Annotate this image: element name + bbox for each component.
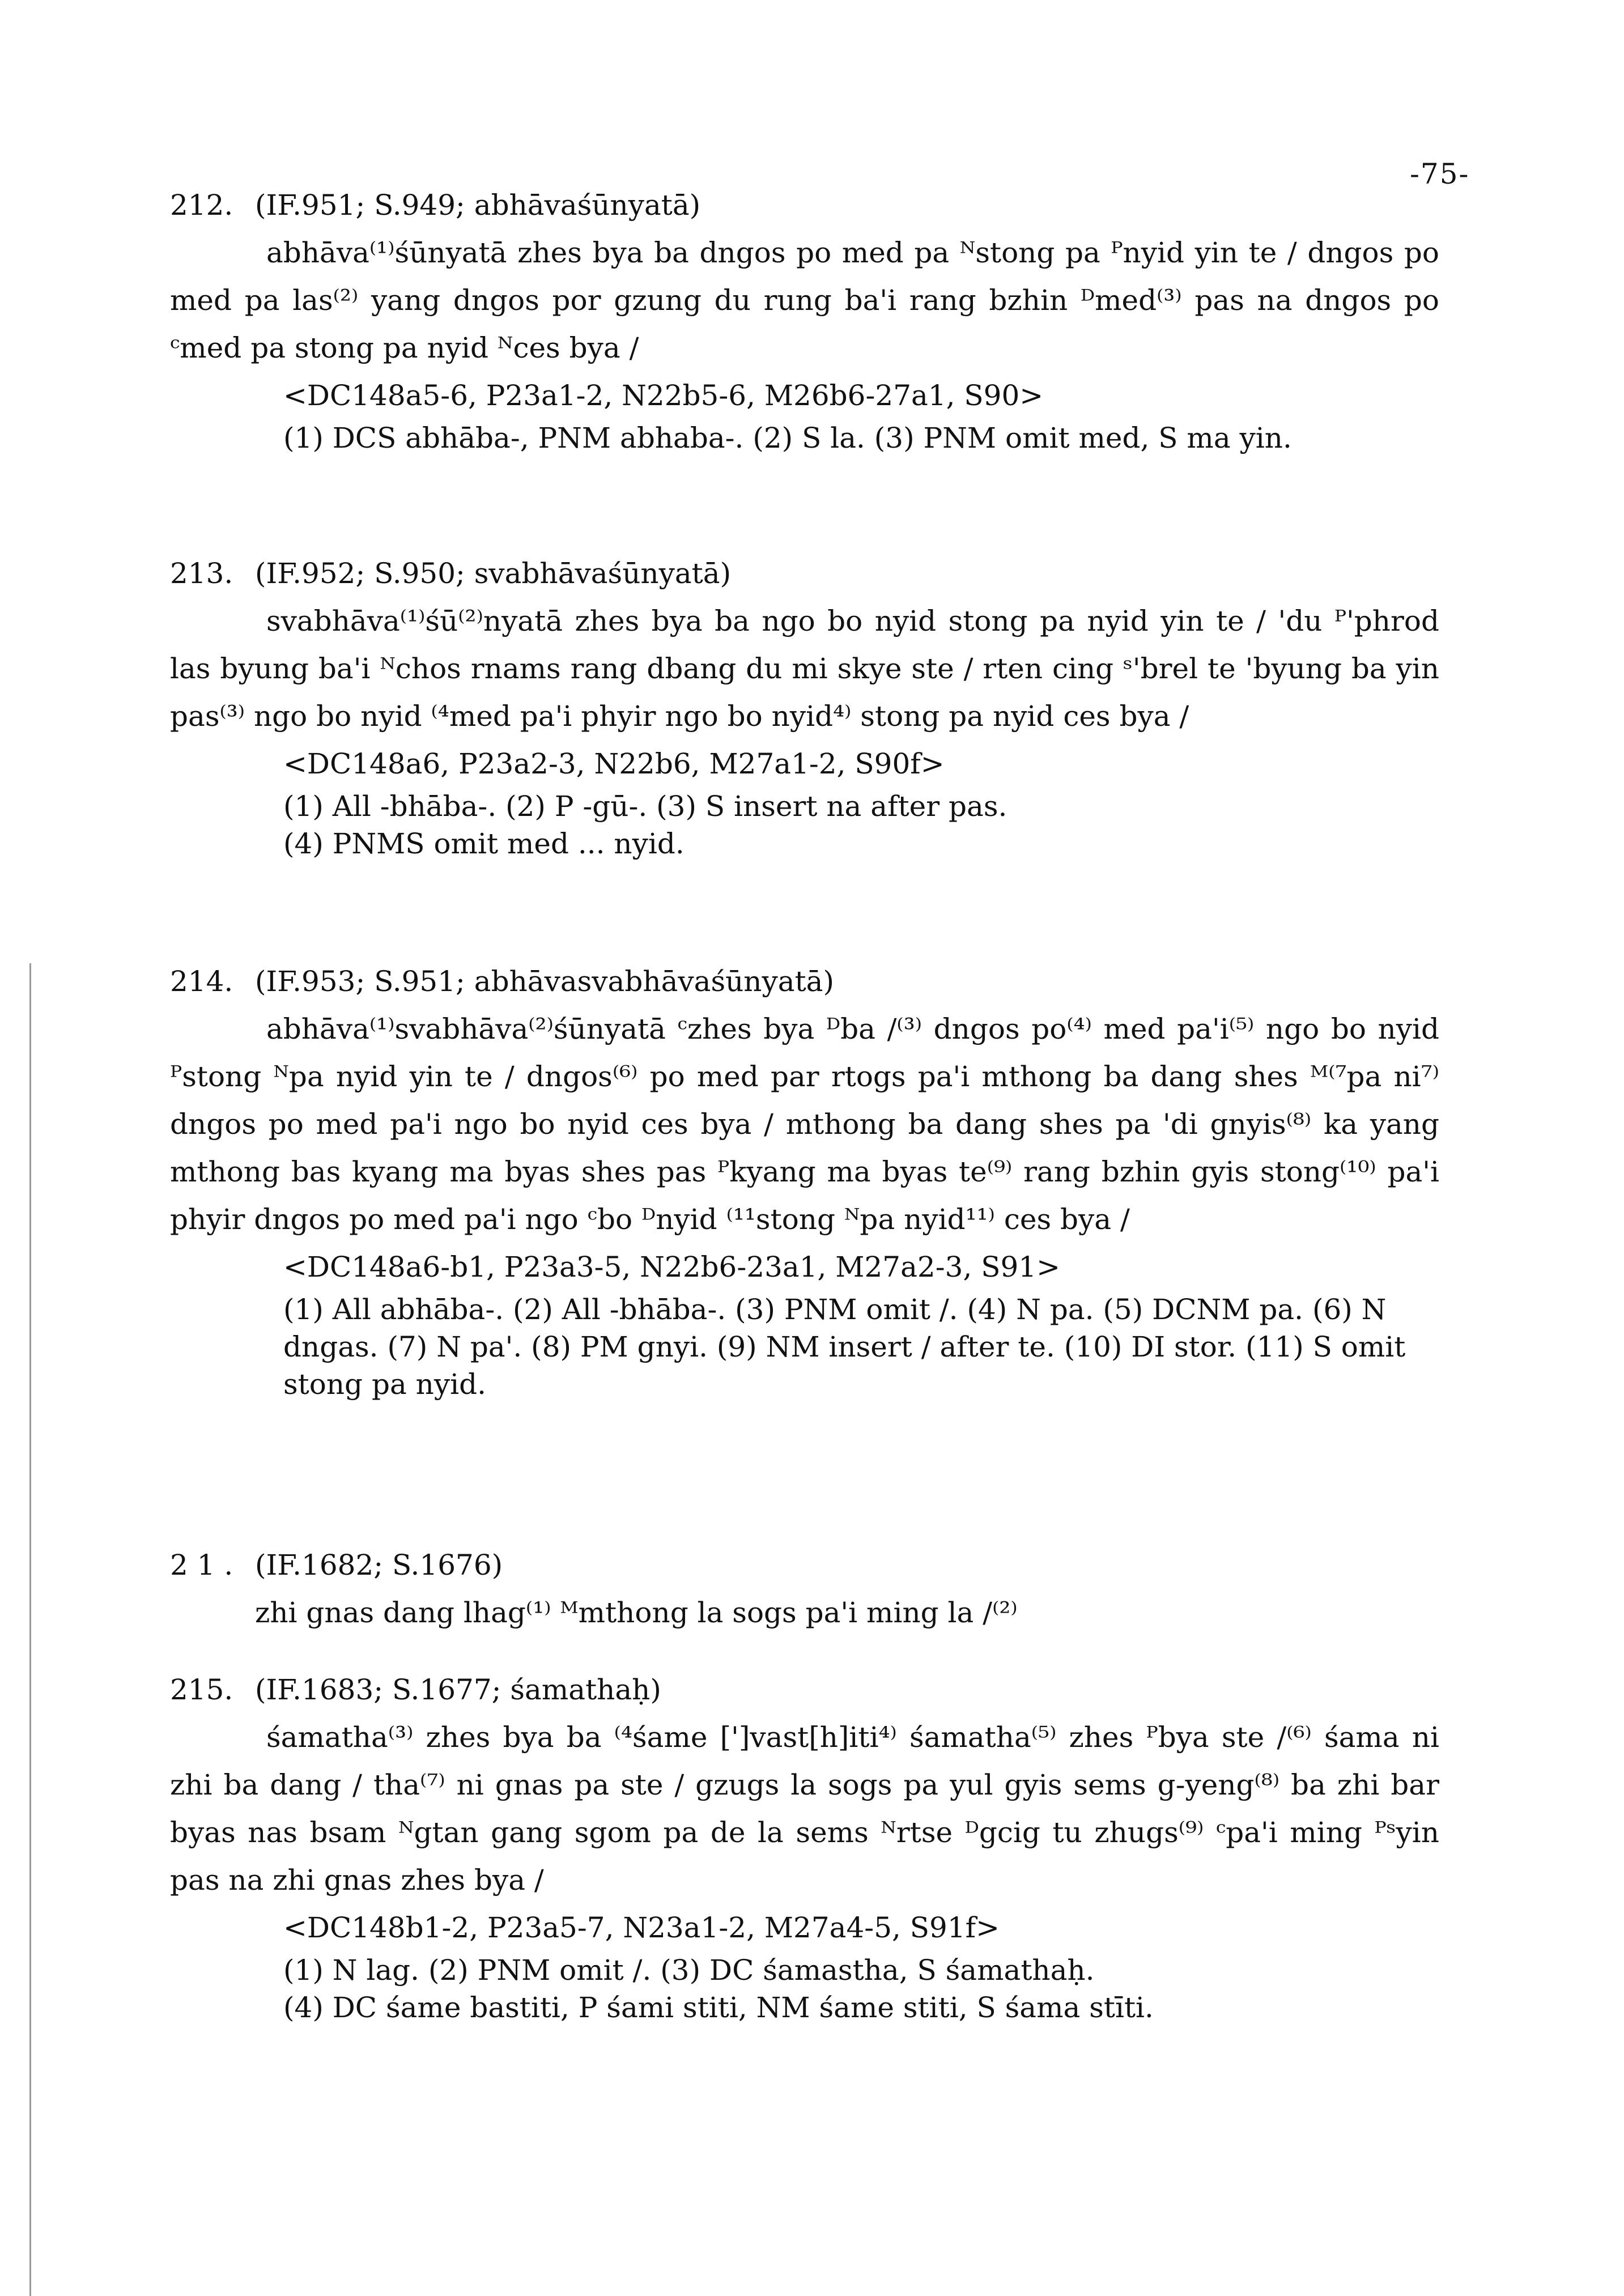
entry-reference: (IF.953; S.951; abhāvasvabhāvaśūnyatā)	[255, 965, 834, 998]
entry-notes: (1) All abhāba-. (2) All -bhāba-. (3) PNM omit /. (4) N pa. (5) DCNM pa. (6) N dngas. (7) N pa'. (8) PM gnyi. (9) NM insert / after te. (10) DI stor. (11) S omit stong pa nyid.	[283, 1293, 1406, 1401]
entry-number: 213.	[170, 557, 233, 590]
entry-sources: <DC148b1-2, P23a5-7, N23a1-2, M27a4-5, S91f>	[283, 1911, 1000, 1944]
entry-sources: <DC148a6, P23a2-3, N22b6, M27a1-2, S90f>	[283, 747, 945, 780]
entry-notes: (1) All -bhāba-. (2) P -gū-. (3) S insert na after pas. (4) PNMS omit med ... nyid.	[283, 790, 1007, 860]
entry-sources: <DC148a6-b1, P23a3-5, N22b6-23a1, M27a2-3, S91>	[283, 1251, 1060, 1283]
entry-header	[170, 958, 1439, 1005]
entry-214	[170, 958, 1439, 1403]
entry-body: svabhāva⁽¹⁾śū⁽²⁾nyatā zhes bya ba ngo bo nyid stong pa nyid yin te / 'du ᴾ'phrod las byung ba'i ᴺchos rnams rang dbang du mi skye ste / rten cing ˢ'brel te 'byung ba yin pas⁽³⁾ ngo bo nyid ⁽⁴med pa'i phyir ngo bo nyid⁴⁾ stong pa nyid ces bya /	[170, 605, 1439, 733]
entry-215	[170, 1666, 1439, 2026]
entry-header	[170, 1541, 1439, 1589]
entry-body: abhāva⁽¹⁾śūnyatā zhes bya ba dngos po med pa ᴺstong pa ᴾnyid yin te / dngos po med pa las⁽²⁾ yang dngos por gzung du rung ba'i rang bzhin ᴰmed⁽³⁾ pas na dngos po ᶜmed pa stong pa nyid ᴺces bya /	[170, 236, 1439, 364]
entry-header	[170, 1666, 1439, 1714]
entry-notes: (1) DCS abhāba-, PNM abhaba-. (2) S la. (3) PNM omit med, S ma yin.	[283, 422, 1292, 454]
entry-reference: (IF.1683; S.1677; śamathaḥ)	[255, 1673, 661, 1706]
entry-sources: <DC148a5-6, P23a1-2, N22b5-6, M26b6-27a1, S90>	[283, 379, 1044, 412]
entry-header	[170, 181, 1439, 229]
page-number: -75-	[1410, 158, 1470, 190]
entry-reference: (IF.951; S.949; abhāvaśūnyatā)	[255, 189, 701, 222]
entry-reference: (IF.1682; S.1676)	[255, 1549, 503, 1581]
entry-number: 214.	[170, 965, 233, 998]
left-margin-rule	[29, 963, 31, 2296]
entry-body: abhāva⁽¹⁾svabhāva⁽²⁾śūnyatā ᶜzhes bya ᴰba /⁽³⁾ dngos po⁽⁴⁾ med pa'i⁽⁵⁾ ngo bo nyid ᴾstong ᴺpa nyid yin te / dngos⁽⁶⁾ po med par rtogs pa'i mthong ba dang shes ᴹ⁽⁷pa ni⁷⁾ dngos po med pa'i ngo bo nyid ces bya / mthong ba dang shes pa 'di gnyis⁽⁸⁾ ka yang mthong bas kyang ma byas shes pas ᴾkyang ma byas te⁽⁹⁾ rang bzhin gyis stong⁽¹⁰⁾ pa'i phyir dngos po med pa'i ngo ᶜbo ᴰnyid ⁽¹¹stong ᴺpa nyid¹¹⁾ ces bya /	[170, 1013, 1439, 1236]
entry-body: śamatha⁽³⁾ zhes bya ba ⁽⁴śame [']vast[h]iti⁴⁾ śamatha⁽⁵⁾ zhes ᴾbya ste /⁽⁶⁾ śama ni zhi ba dang / tha⁽⁷⁾ ni gnas pa ste / gzugs la sogs pa yul gyis sems g-yeng⁽⁸⁾ ba zhi bar byas nas bsam ᴺgtan gang sgom pa de la sems ᴺrtse ᴰgcig tu zhugs⁽⁹⁾ ᶜpa'i ming ᴾˢyin pas na zhi gnas zhes bya /	[170, 1721, 1439, 1897]
entry-number: 215.	[170, 1673, 233, 1706]
entry-body: zhi gnas dang lhag⁽¹⁾ ᴹmthong la sogs pa'i ming la /⁽²⁾	[255, 1596, 1018, 1629]
entry-212	[170, 181, 1439, 457]
entry-21	[170, 1541, 1439, 1636]
entry-number: 212.	[170, 189, 233, 222]
entry-notes: (1) N lag. (2) PNM omit /. (3) DC śamastha, S śamathaḥ. (4) DC śame bastiti, P śami stiti, NM śame stiti, S śama stīti.	[283, 1954, 1154, 2024]
entry-header	[170, 550, 1439, 597]
entry-213	[170, 550, 1439, 862]
entry-number: 2 1 .	[170, 1549, 233, 1581]
entry-reference: (IF.952; S.950; svabhāvaśūnyatā)	[255, 557, 732, 590]
